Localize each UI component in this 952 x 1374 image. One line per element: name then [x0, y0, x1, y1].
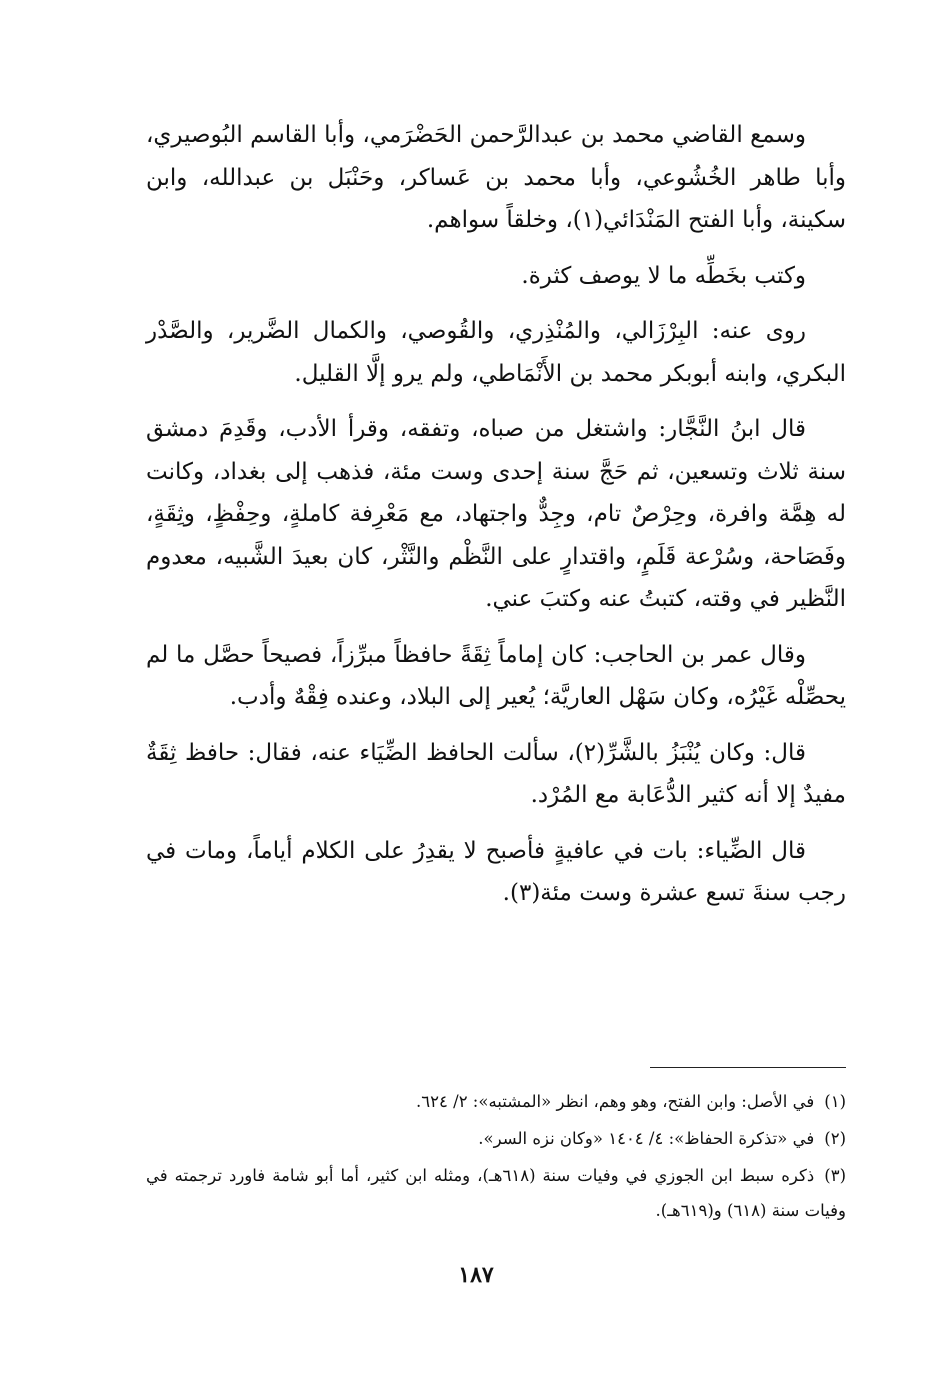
- paragraph-5: وقال عمر بن الحاجب: كان إماماً ثِقَةً حافظاً مبرِّزاً، فصيحاً حصَّل ما لم يحصِّلْه غَيْرُه، وكان سَهْل العاريَّة؛ يُعير إلى البلاد، وعنده فِقْهٌ وأدب.: [146, 641, 846, 710]
- page-number: ١٨٧: [458, 1262, 494, 1288]
- paragraph-1: وسمع القاضي محمد بن عبدالرَّحمن الحَضْرَمي، وأبا القاسم البُوصيري، وأبا طاهر الخُشُوعي، وأبا محمد بن عَساكر، وحَنْبَل بن عبدالله، وابن سكينة، وأبا الفتح المَنْدَائي(١)، وخلقاً سواهم.: [146, 122, 846, 233]
- footnotes: [146, 1084, 846, 1230]
- footnote-number: (٣): [824, 1166, 846, 1185]
- main-text: [146, 114, 846, 928]
- paragraph-7: قال الضِّياء: بات في عافيةٍ فأصبح لا يقدِرُ على الكلام أياماً، ومات في رجب سنةَ تسع عشرة وست مئة(٣).: [146, 837, 846, 906]
- paragraph-4: قال ابنُ النَّجَّار: واشتغل من صباه، وتفقه، وقرأ الأدب، وقَدِمَ دمشق سنة ثلاث وتسعين، ثم حَجَّ سنة إحدى وست مئة، فذهب إلى بغداد، وكانت له هِمَّة وافرة، وحِرْصٌ تام، وجِدٌّ واجتهاد، مع مَعْرِفة كاملةٍ، وحِفْظٍ، وثِقَةٍ، وفَصَاحة، وسُرْعة قَلَمٍ، واقتدارٍ على النَّظْم والنَّثْر، كان بعيدَ الشَّبيه، معدوم النَّظير في وقته، كتبتُ عنه وكتبَ عني.: [146, 416, 846, 612]
- footnote-number: (٢): [824, 1129, 846, 1148]
- footnote-3: [146, 1158, 846, 1228]
- footnote-number: (١): [824, 1092, 846, 1111]
- paragraph-2: وكتب بخَطِّه ما لا يوصف كثرة.: [521, 262, 806, 289]
- paragraph-6: قال: وكان يُنْبَزُ بالشَّرِّ(٢)، سألت الحافظ الضِّيَاء عنه، فقال: حافظ ثِقَةٌ مفيدٌ إلا أنه كثير الدُّعَابة مع المُرْد.: [146, 739, 846, 808]
- footnote-text: ذكره سبط ابن الجوزي في وفيات سنة (٦١٨هـ)، ومثله ابن كثير، أما أبو شامة فاورد ترجمته في وفيات سنة (٦١٨) و(٦١٩هـ).: [146, 1166, 846, 1220]
- footnote-text: في الأصل: وابن الفتح، وهو وهم، انظر «المشتبه»: ٢/ ٦٢٤.: [416, 1092, 815, 1111]
- footnote-separator: [650, 1067, 846, 1068]
- footnote-1: [146, 1084, 846, 1119]
- paragraph-3: روى عنه: البِرْزَالي، والمُنْذِري، والقُوصي، والكمال الضَّرير، والصَّدْر البكري، وابنه أبوبكر محمد بن الأَنْمَاطي، ولم يرو إلَّا القليل.: [146, 318, 846, 387]
- footnote-text: في «تذكرة الحفاظ»: ٤/ ١٤٠٤ «وكان نزه السر».: [478, 1129, 815, 1148]
- footnote-2: [146, 1121, 846, 1156]
